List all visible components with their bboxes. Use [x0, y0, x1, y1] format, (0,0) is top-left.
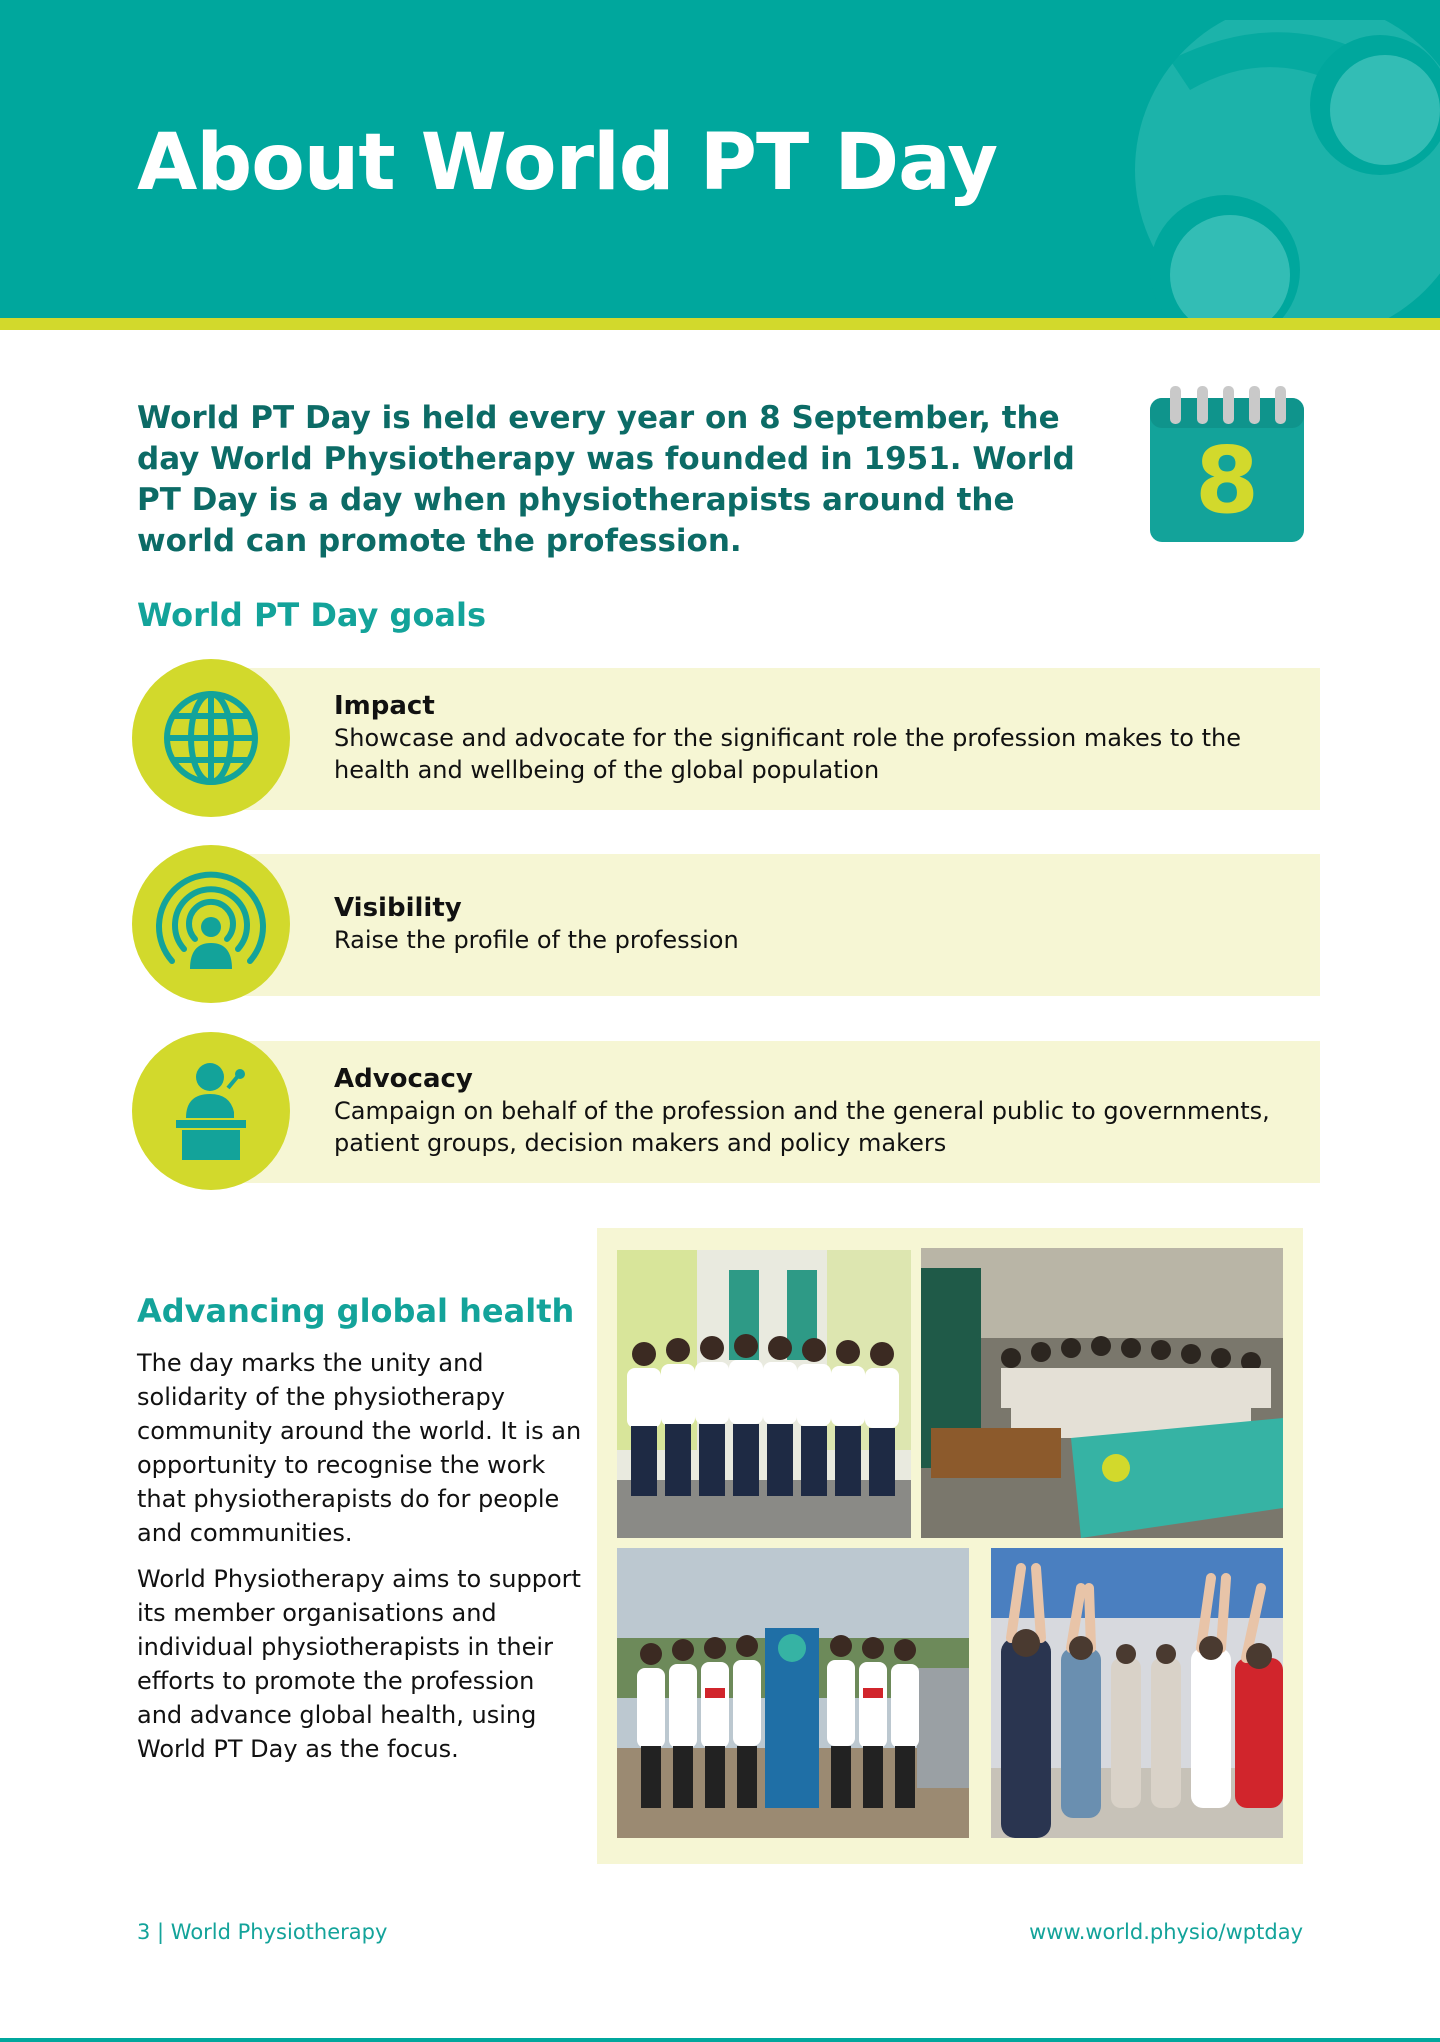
photo-outdoor-group	[617, 1548, 969, 1838]
calendar-number: 8	[1194, 427, 1259, 534]
goal-title: Impact	[334, 691, 435, 721]
page-title: About World PT Day	[137, 118, 998, 208]
world-physiotherapy-logo-mark	[1130, 20, 1440, 318]
footer-page-label: 3 | World Physiotherapy	[137, 1920, 388, 1944]
goal-impact	[132, 659, 1320, 817]
footer-rule	[0, 2038, 1440, 2042]
advancing-body	[137, 1346, 587, 1778]
speaker-podium-icon	[132, 1032, 290, 1190]
goal-text	[334, 845, 1304, 1003]
goal-description: Showcase and advocate for the significant role the profession makes to the health and wellbeing of the global population	[334, 724, 1241, 784]
advancing-heading: Advancing global health	[137, 1292, 575, 1330]
goal-description: Raise the profile of the profession	[334, 926, 739, 954]
goal-description: Campaign on behalf of the profession and the general public to governments, patient groups, decision makers and policy makers	[334, 1097, 1270, 1157]
goal-title: Visibility	[334, 893, 462, 923]
footer-url-link[interactable]: www.world.physio/wptday	[1029, 1920, 1303, 1944]
photo-collage	[597, 1228, 1303, 1864]
advancing-paragraph: The day marks the unity and solidarity of the physiotherapy community around the world. It is an opportunity to recognise the work that physiotherapists do for people and communities.	[137, 1349, 582, 1547]
globe-icon	[132, 659, 290, 817]
goals-heading: World PT Day goals	[137, 596, 487, 634]
photo-group-white-shirts	[617, 1250, 911, 1538]
calendar-icon	[1150, 386, 1304, 542]
goal-text	[334, 1032, 1304, 1190]
goal-advocacy	[132, 1032, 1320, 1190]
photo-indoor-stretching	[991, 1548, 1283, 1838]
header-accent-stripe	[0, 318, 1440, 330]
photo-lecture-hall	[921, 1248, 1283, 1538]
intro-text: World PT Day is held every year on 8 September, the day World Physiotherapy was founded in 1951. World PT Day is a day when physiotherapists around the world can promote the profession.	[137, 400, 1075, 559]
goal-title: Advocacy	[334, 1064, 473, 1094]
page-header	[0, 0, 1440, 318]
goal-text	[334, 659, 1304, 817]
goal-visibility	[132, 845, 1320, 1003]
broadcast-person-icon	[132, 845, 290, 1003]
advancing-paragraph: World Physiotherapy aims to support its member organisations and individual physiotherapists in their efforts to promote the profession and advance global health, using World PT Day as the focus.	[137, 1565, 581, 1763]
